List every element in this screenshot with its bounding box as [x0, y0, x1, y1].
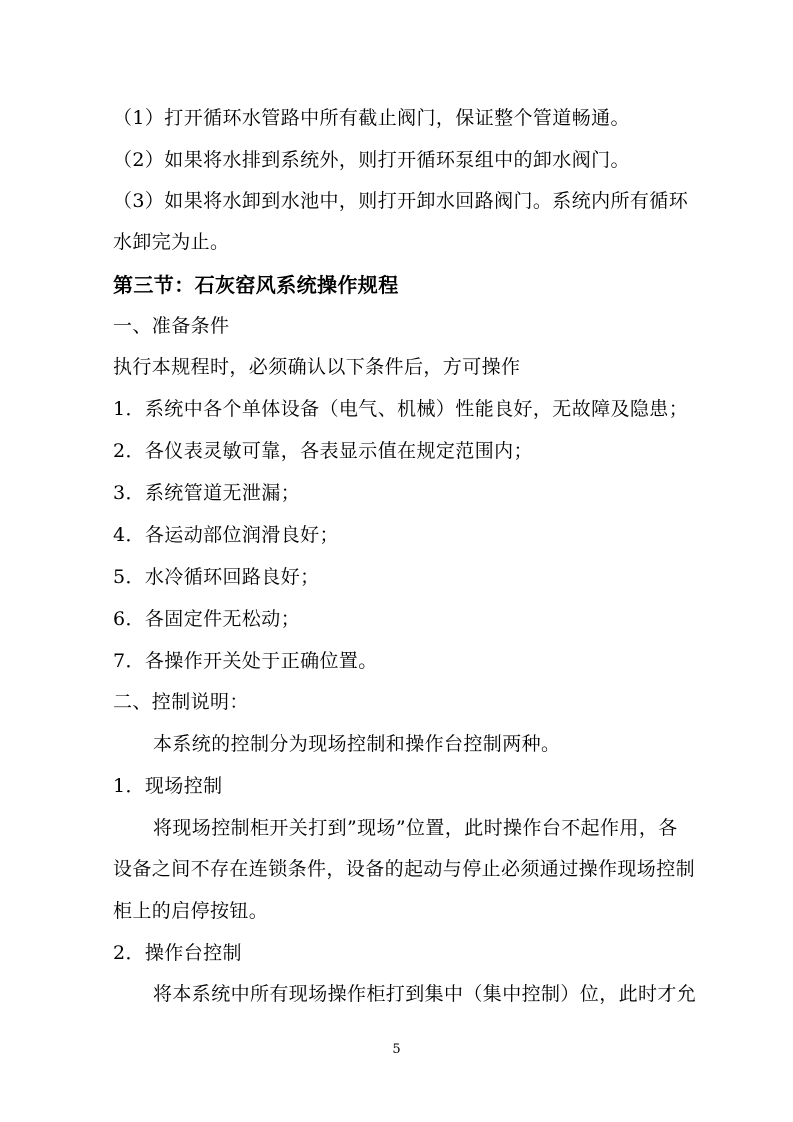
paragraph-line: 将现场控制柜开关打到”现场”位置，此时操作台不起作用，各 — [153, 817, 678, 839]
paragraph-line: （2）如果将水排到系统外，则打开循环泵组中的卸水阀门。 — [113, 149, 630, 171]
subsection-title: 一、准备条件 — [113, 315, 230, 337]
list-item: 7．各操作开关处于正确位置。 — [113, 650, 378, 672]
subsection-title: 1．现场控制 — [113, 775, 223, 797]
page-number: 5 — [392, 1042, 401, 1057]
paragraph-line: 柜上的启停按钮。 — [113, 900, 269, 922]
paragraph-line: （1）打开循环水管路中所有截止阀门，保证整个管道畅通。 — [113, 107, 630, 129]
paragraph-line: 将本系统中所有现场操作柜打到集中（集中控制）位，此时才允 — [153, 983, 697, 1005]
paragraph-line: 本系统的控制分为现场控制和操作台控制两种。 — [153, 733, 561, 755]
list-item: 6．各固定件无松动； — [113, 608, 301, 630]
list-item: 3．系统管道无泄漏； — [113, 482, 301, 504]
list-item: 2．各仪表灵敏可靠，各表显示值在规定范围内； — [113, 440, 533, 462]
list-item: 5．水冷循环回路良好； — [113, 566, 320, 588]
paragraph-line: 水卸完为止。 — [113, 231, 230, 253]
paragraph-line: 执行本规程时，必须确认以下条件后，方可操作 — [113, 356, 521, 378]
list-item: 1．系统中各个单体设备（电气、机械）性能良好，无故障及隐患； — [113, 398, 689, 420]
paragraph-line: （3）如果将水卸到水池中，则打开卸水回路阀门。系统内所有循环 — [113, 190, 689, 212]
section-heading: 第三节：石灰窑风系统操作规程 — [113, 273, 399, 297]
paragraph-line: 设备之间不存在连锁条件，设备的起动与停止必须通过操作现场控制 — [113, 858, 696, 880]
list-item: 4．各运动部位润滑良好； — [113, 524, 339, 546]
subsection-title: 二、控制说明： — [113, 691, 249, 713]
subsection-title: 2．操作台控制 — [113, 942, 242, 964]
